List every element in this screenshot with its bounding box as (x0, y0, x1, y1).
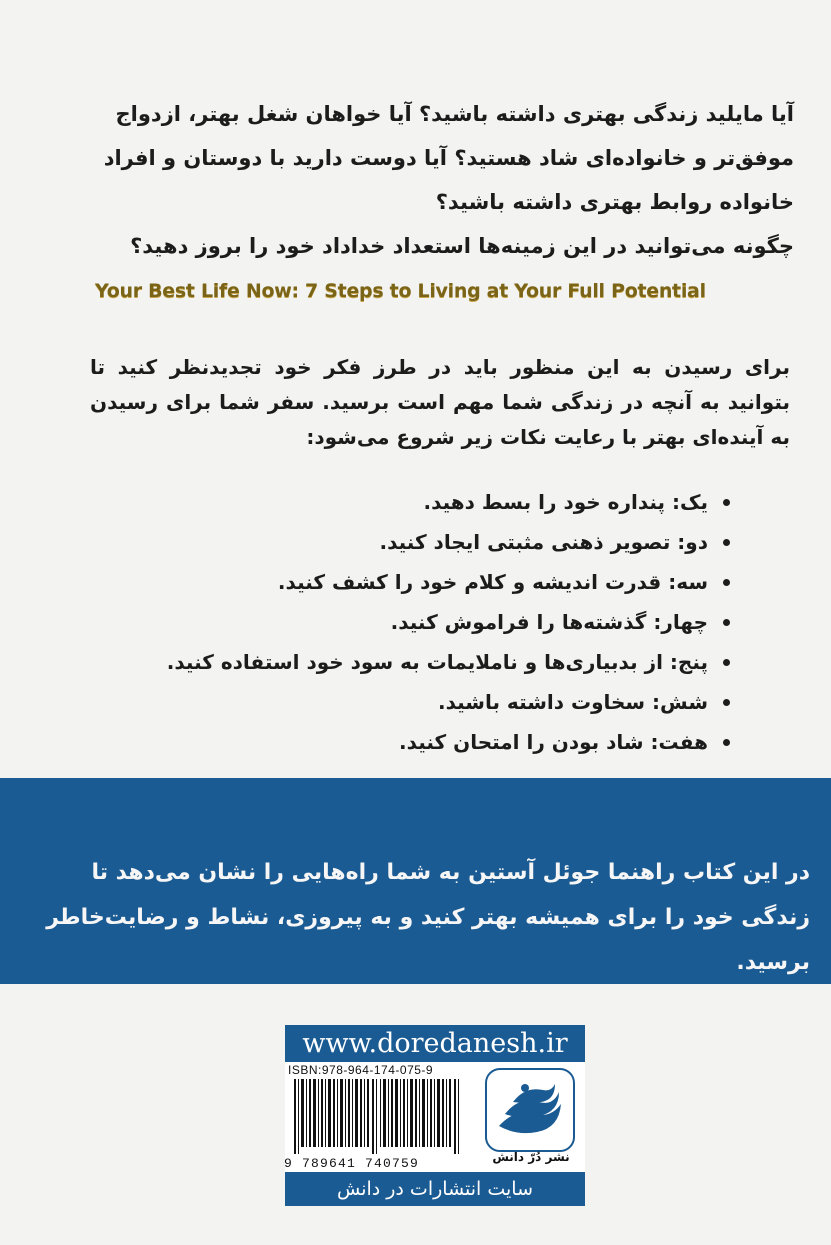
step-text: سه: قدرت اندیشه و کلام خود را کشف کنید. (277, 570, 708, 594)
step-text: شش: سخاوت داشته باشید. (437, 690, 708, 714)
barcode-number: 9 789641 740759 (284, 1156, 420, 1171)
site-label: سایت انتشارات در دانش (285, 1172, 585, 1206)
publisher-name: نشر دُرّ دانش (492, 1150, 570, 1164)
step-text: پنج: از بدبیاری‌ها و ناملایمات به سود خود استفاده کنید. (166, 650, 708, 674)
list-item (150, 482, 730, 522)
list-item (150, 682, 730, 722)
bullet-icon (723, 619, 730, 626)
steps-list (150, 482, 730, 762)
isbn-text: ISBN:978-964-174-075-9 (288, 1063, 434, 1077)
step-text: یک: پنداره خود را بسط دهید. (423, 490, 708, 514)
bullet-icon (723, 659, 730, 666)
barcode-icon (292, 1079, 462, 1154)
list-item (150, 722, 730, 762)
list-item (150, 642, 730, 682)
step-text: هفت: شاد بودن را امتحان کنید. (399, 730, 708, 754)
step-text: دو: تصویر ذهنی مثبتی ایجاد کنید. (379, 530, 708, 554)
bullet-icon (723, 579, 730, 586)
website-url[interactable]: www.doredanesh.ir (285, 1025, 585, 1062)
intro-paragraph-1: آیا مایلید زندگی بهتری داشته باشید؟ آیا خواهان شغل بهتر، ازدواج موفق‌تر و خانواده‌ای شاد هستید؟ آیا دوست دارید با دوستان و افراد خانواده روابط بهتری داشته باشید؟ (103, 102, 794, 214)
bullet-icon (723, 539, 730, 546)
band-text: در این کتاب راهنما جوئل آستین به شما راه‌هایی را نشان می‌دهد تا زندگی خود را برای همیشه بهتر کنید و به پیروزی، نشاط و رضایت‌خاطر برسید. (46, 860, 810, 975)
body-paragraph: برای رسیدن به این منظور باید در طرز فکر خود تجدیدنظر کنید تا بتوانید به آنچه در زندگی شما مهم است برسید. سفر شما برای رسیدن به آینده‌ای بهتر با رعایت نکات زیر شروع می‌شود: (90, 355, 790, 449)
intro-paragraph-2: چگونه می‌توانید در این زمینه‌ها استعداد خداداد خود را بروز دهید؟ (130, 234, 794, 258)
english-subtitle: Your Best Life Now: 7 Steps to Living at Your Full Potential (95, 280, 706, 302)
bullet-icon (723, 499, 730, 506)
bullet-icon (723, 739, 730, 746)
bullet-icon (723, 699, 730, 706)
list-item (150, 562, 730, 602)
list-item (150, 522, 730, 562)
publisher-logo-icon (485, 1068, 575, 1152)
step-text: چهار: گذشته‌ها را فراموش کنید. (390, 610, 708, 634)
intro-text (80, 92, 794, 268)
list-item (150, 602, 730, 642)
